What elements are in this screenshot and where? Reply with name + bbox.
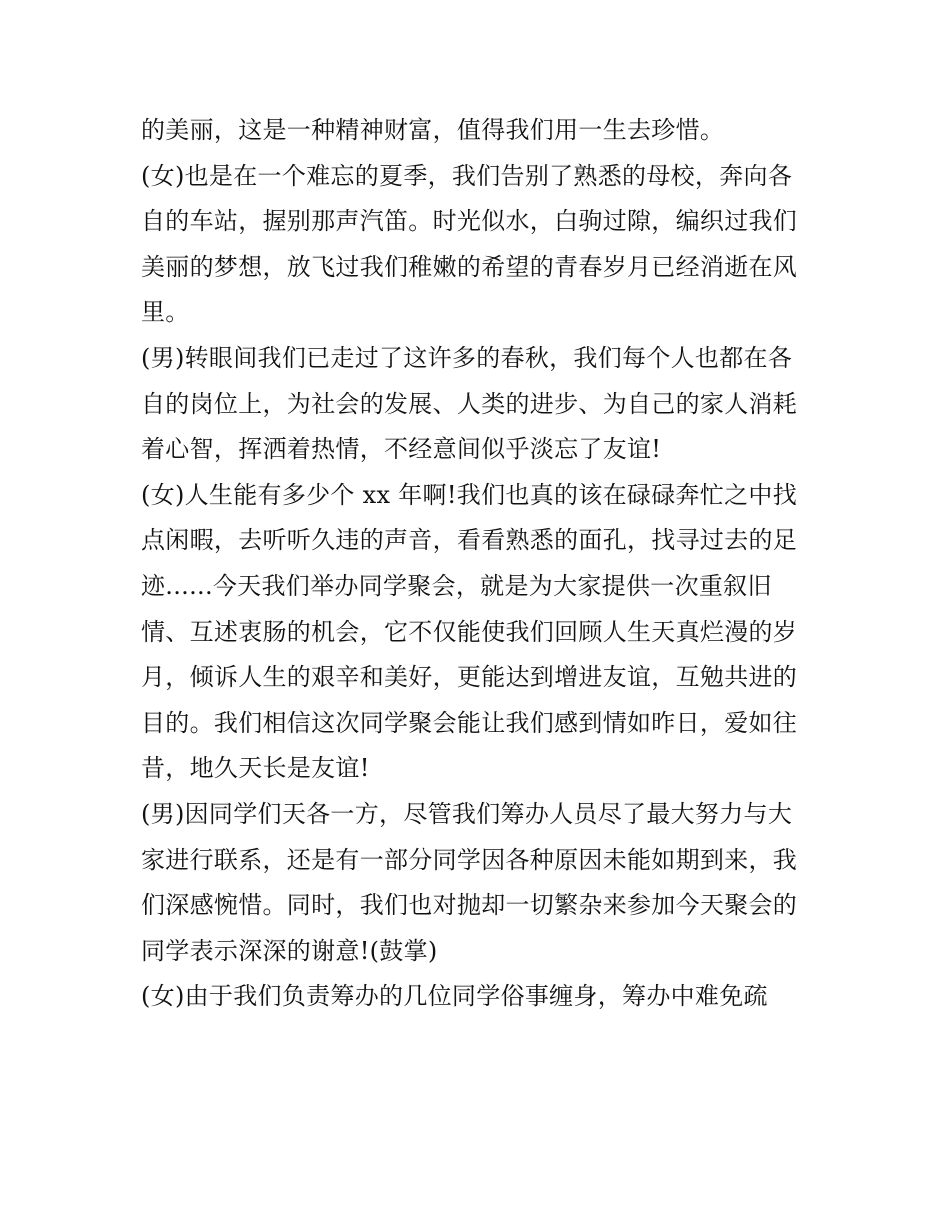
text-line: 自的车站，握别那声汽笛。时光似水，白驹过隙，编织过我们 xyxy=(141,207,798,236)
text-line: 的美丽，这是一种精神财富，值得我们用一生去珍惜。 xyxy=(141,116,725,144)
text-line: (男)因同学们天各一方，尽管我们筹办人员尽了最大努力与大 xyxy=(141,799,793,828)
text-line: 目的。我们相信这次同学聚会能让我们感到情如昨日，爱如往 xyxy=(141,708,798,737)
text-line: (女)也是在一个难忘的夏季，我们告别了熟悉的母校，奔向各 xyxy=(141,161,793,190)
text-line: 家进行联系，还是有一部分同学因各种原因未能如期到来，我 xyxy=(141,845,798,874)
text-line: 美丽的梦想，放飞过我们稚嫩的希望的青春岁月已经消逝在风 xyxy=(141,252,798,281)
text-line: (男)转眼间我们已走过了这许多的春秋，我们每个人也都在各 xyxy=(141,343,793,372)
document-body xyxy=(141,108,821,1020)
text-line: 昔，地久天长是友谊! xyxy=(141,754,370,783)
text-line: 里。 xyxy=(141,298,190,327)
text-line: (女)由于我们负责筹办的几位同学俗事缠身，筹办中难免疏 xyxy=(141,982,768,1011)
text-line: 们深感惋惜。同时，我们也对抛却一切繁杂来参加今天聚会的 xyxy=(141,891,798,920)
text-line: (女)人生能有多少个 xx 年啊!我们也真的该在碌碌奔忙之中找 xyxy=(141,480,797,509)
text-line: 月，倾诉人生的艰辛和美好，更能达到增进友谊，互勉共进的 xyxy=(141,663,798,692)
text-line: 情、互述衷肠的机会，它不仅能使我们回顾人生天真烂漫的岁 xyxy=(141,617,798,646)
text-line: 着心智，挥洒着热情，不经意间似乎淡忘了友谊! xyxy=(141,435,662,464)
text-line: 点闲暇，去听听久违的声音，看看熟悉的面孔，找寻过去的足 xyxy=(141,526,798,555)
text-line: 同学表示深深的谢意!(鼓掌) xyxy=(141,936,438,965)
text-line: 迹......今天我们举办同学聚会，就是为大家提供一次重叙旧 xyxy=(141,571,772,600)
text-line: 自的岗位上，为社会的发展、人类的进步、为自己的家人消耗 xyxy=(141,389,798,418)
